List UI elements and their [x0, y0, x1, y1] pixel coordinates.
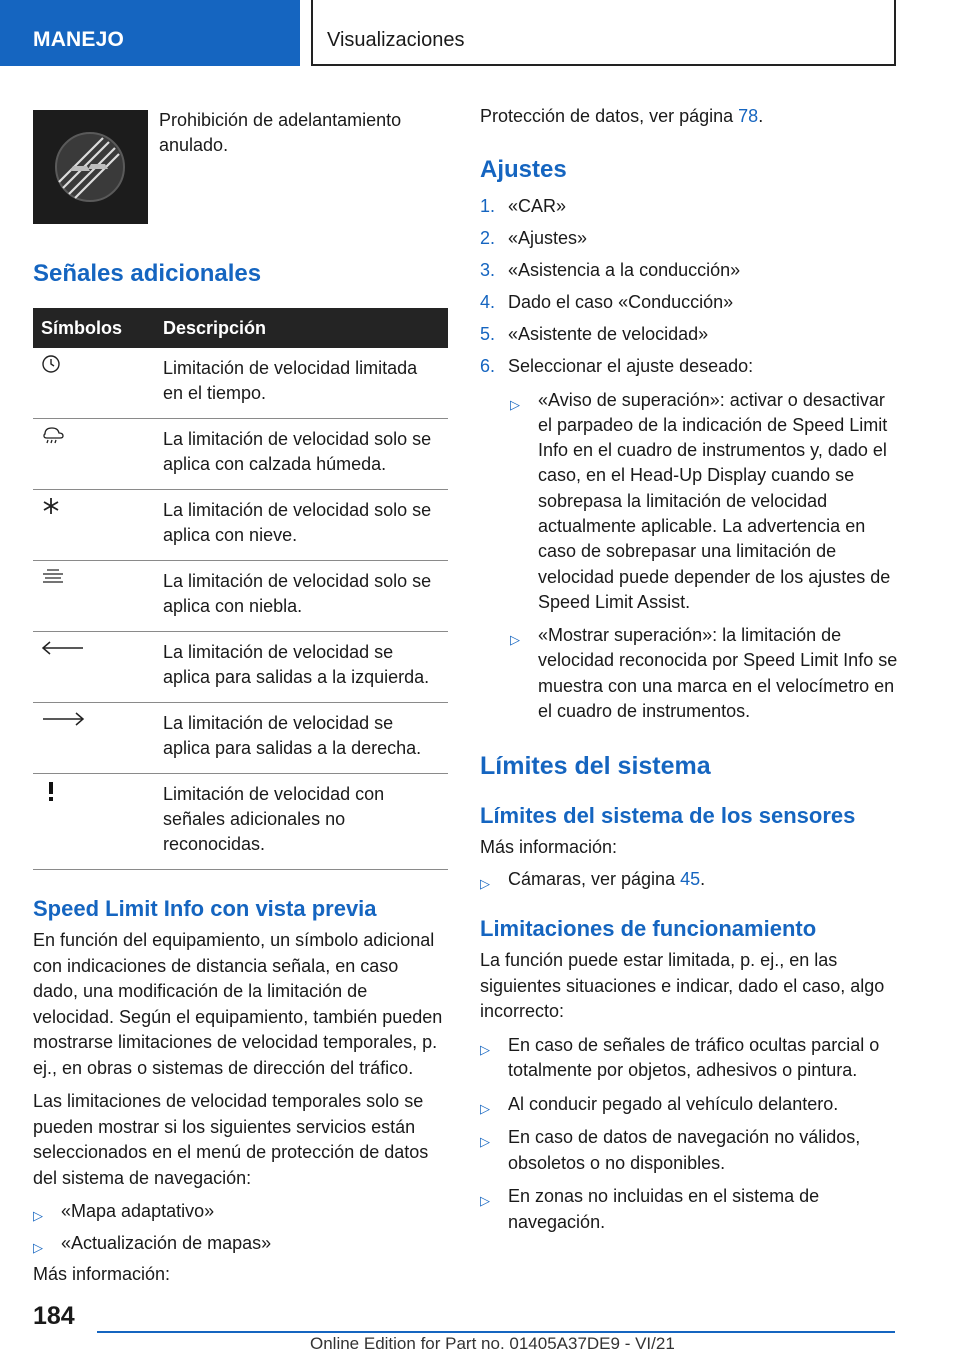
preview-paragraph-1: En función del equipamiento, un símbolo adicional con indicaciones de distancia señala, en caso dado, una modificación de la limitación de velocidad. Según el equipamiento, también pueden mostrarse limitaciones de velocidad temporales, p. ej., en obras o sistemas de dirección del tráfico.	[33, 930, 443, 1078]
sign-row	[33, 108, 448, 226]
table-cell: La limitación de velocidad se aplica para salidas a la derecha.	[155, 703, 448, 774]
triangle-bullet-icon: ▷	[480, 1041, 490, 1057]
table-row	[33, 703, 448, 774]
triangle-bullet-icon: ▷	[33, 1239, 43, 1255]
table-cell: La limitación de velocidad solo se aplica con calzada húmeda.	[155, 419, 448, 490]
triangle-bullet-icon: ▷	[510, 396, 520, 412]
list-item: ▷ «Aviso de superación»: activar o desactivar el parpadeo de la indicación de Speed Limit Info en el cuadro de instrumentos y, dado el caso, en el Head-Up Display cuando se sobrepasa la limitación de velocidad actualmente aplicable. La advertencia en caso de sobrepasar una limitación de velocidad puede depender de los ajustes de Speed Limit Assist.	[510, 389, 891, 612]
arrow-left-icon	[41, 638, 147, 658]
list-item: ▷ En zonas no incluidas en el sistema de navegación.	[480, 1186, 820, 1232]
list-item: 6. Seleccionar el ajuste deseado:	[480, 355, 754, 376]
description-column-header: Descripción	[155, 308, 448, 348]
triangle-bullet-icon: ▷	[480, 1193, 490, 1209]
list-item: 1. «CAR»	[480, 195, 567, 216]
limits-heading: Límites del sistema	[480, 752, 711, 781]
exclamation-icon	[41, 780, 147, 802]
triangle-bullet-icon: ▷	[510, 632, 520, 648]
more-info-label: Más información:	[33, 1264, 171, 1284]
symbols-column-header: Símbolos	[33, 308, 155, 348]
preview-paragraph-2: Las limitaciones de velocidad temporales solo se pueden mostrar si los siguientes servicios están seleccionados en el menú de protección de datos del sistema de navegación:	[33, 1091, 429, 1188]
table-row	[33, 632, 448, 703]
table-row	[33, 490, 448, 561]
functional-limits-heading: Limitaciones de funcionamiento	[480, 916, 817, 942]
left-column	[33, 108, 448, 1288]
table-cell: Limitación de velocidad con señales adicionales no reconocidas.	[155, 774, 448, 870]
triangle-bullet-icon: ▷	[33, 1208, 43, 1223]
list-item: ▷ Al conducir pegado al vehículo delantero.	[480, 1092, 900, 1118]
sensors-heading: Límites del sistema de los sensores	[480, 803, 856, 829]
list-item: ▷ En caso de señales de tráfico ocultas parcial o totalmente por objetos, adhesivos o pintura.	[480, 1034, 880, 1081]
signals-heading: Señales adicionales	[33, 260, 262, 287]
signals-table	[33, 308, 448, 870]
table-cell: La limitación de velocidad se aplica para salidas a la izquierda.	[155, 632, 448, 703]
edition-footer: Online Edition for Part no. 01405A37DE9 - VI/21	[310, 1334, 675, 1353]
wet-road-icon	[41, 425, 147, 445]
snowflake-icon	[41, 496, 147, 516]
footer-divider	[97, 1331, 895, 1333]
section-title: MANEJO	[33, 28, 125, 51]
list-item: ▷ «Actualización de mapas»	[33, 1231, 448, 1257]
functional-limits-paragraph: La función puede estar limitada, p. ej., en las siguientes situaciones e indicar, dado el caso, algo incorrecto:	[480, 950, 885, 1022]
list-item: 2. «Ajustes»	[480, 227, 588, 248]
chapter-tab	[311, 0, 896, 66]
preview-heading: Speed Limit Info con vista previa	[33, 896, 377, 921]
triangle-bullet-icon: ▷	[480, 1134, 490, 1150]
list-item: ▷ «Mapa adaptativo»	[33, 1199, 448, 1225]
list-item: ▷ En caso de datos de navegación no válidos, obsoletos o no disponibles.	[480, 1127, 861, 1173]
privacy-page-link[interactable]: 78	[738, 106, 759, 126]
section-tab	[0, 0, 300, 66]
arrow-right-icon	[41, 709, 147, 729]
list-item: 3. «Asistencia a la conducción»	[480, 259, 741, 280]
page-number: 184	[33, 1302, 75, 1330]
end-no-overtaking-sign-icon	[33, 110, 148, 224]
fog-icon	[41, 567, 147, 587]
triangle-bullet-icon: ▷	[480, 1100, 490, 1116]
table-row	[33, 774, 448, 870]
list-item: ▷ Cámaras, ver página 45.	[480, 867, 900, 893]
table-cell: Limitación de velocidad limitada en el tiempo.	[155, 348, 448, 419]
sign-caption: Prohibición de adelantamiento anulado.	[159, 110, 402, 155]
table-cell: La limitación de velocidad solo se aplica con nieve.	[155, 490, 448, 561]
table-row	[33, 561, 448, 632]
settings-steps	[480, 194, 900, 386]
table-cell: La limitación de velocidad solo se aplica con niebla.	[155, 561, 448, 632]
more-info-label: Más información:	[480, 837, 618, 858]
table-row	[33, 348, 448, 419]
settings-heading: Ajustes	[480, 155, 567, 183]
clock-icon	[41, 354, 147, 374]
list-item: ▷ «Mostrar superación»: la limitación de velocidad reconocida por Speed Limit Info se muestra con una marca en el velocímetro en el cuadro de instrumentos.	[510, 625, 898, 722]
cameras-page-link[interactable]: 45	[680, 868, 701, 889]
list-item: 4. Dado el caso «Conducción»	[480, 291, 734, 312]
table-header-row	[33, 308, 448, 348]
privacy-reference: Protección de datos, ver página 78.	[480, 106, 764, 126]
right-column	[480, 104, 900, 1235]
list-item: 5. «Asistente de velocidad»	[480, 323, 709, 344]
table-row	[33, 419, 448, 490]
chapter-title: Visualizaciones	[327, 29, 465, 51]
triangle-bullet-icon: ▷	[480, 875, 490, 891]
